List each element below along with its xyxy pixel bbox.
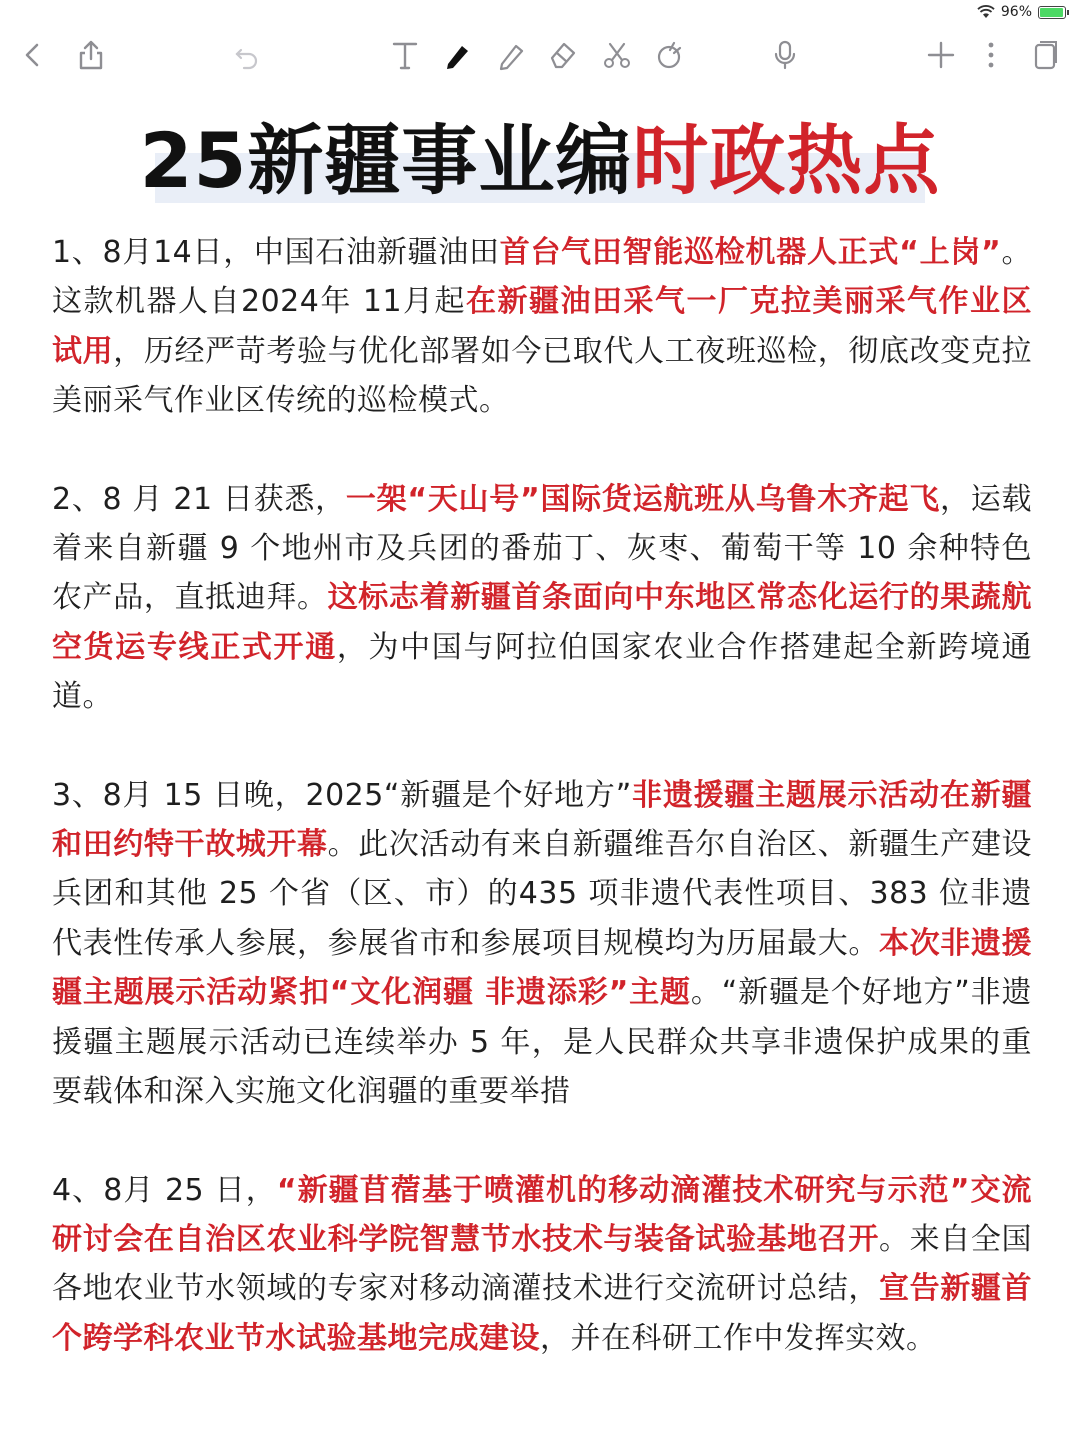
title-main: 25新疆事业编	[139, 116, 633, 205]
text-segment: 2、8 月 21 日获悉，	[52, 481, 346, 517]
pages-button[interactable]	[1022, 32, 1068, 78]
lasso-tool-button[interactable]	[594, 32, 640, 78]
text-segment: ，为中国与阿拉伯国家农业合作搭建起全新跨境通道。	[52, 629, 1033, 715]
text-segment: 1、8月14日，中国石油新疆油田	[52, 235, 500, 270]
share-icon	[74, 38, 108, 72]
highlight-segment: 一架“天山号”国际货运航班从乌鲁木齐起飞	[345, 481, 941, 517]
battery-icon	[1038, 6, 1066, 19]
highlight-segment: 这标志着新疆首条面向中东地区常态化运行的果蔬航空货运专线正式开通	[52, 580, 1033, 665]
undo-button[interactable]	[224, 32, 270, 78]
page-title	[0, 116, 1080, 206]
more-button[interactable]	[968, 32, 1014, 78]
text-segment: 。此次活动有来自新疆维吾尔自治区、新疆生产建设兵团和其他 25 个省（区、市）的435 项非遗代表性项目、383 位非遗代表性传承人参展，参展省市和参展项目规模均为历届最大。	[52, 827, 1033, 961]
pen-tool-button[interactable]	[434, 32, 480, 78]
eraser-tool-button[interactable]	[540, 32, 586, 78]
text-segment: 3、8月 15 日晚，2025“新疆是个好地方”	[52, 777, 632, 813]
shape-tool-button[interactable]	[646, 32, 692, 78]
pen-icon	[440, 38, 474, 72]
pages-icon	[1028, 38, 1062, 72]
text-segment: 4、8月 25 日，	[52, 1172, 277, 1208]
hand-icon	[652, 38, 686, 72]
plus-icon	[924, 38, 958, 72]
text-segment: ，并在科研工作中发挥实效。	[540, 1320, 937, 1356]
text-segment: ，运载着来自新疆 9 个地州市及兵团的番茄丁、灰枣、葡萄干等 10 余种特色农产品，直抵迪拜。	[52, 481, 1033, 616]
highlight-segment: 在新疆油田采气一厂克拉美丽采气作业区试用	[52, 284, 1033, 369]
highlight-segment: 宣告新疆首个跨学科农业节水试验基地完成建设	[52, 1271, 1033, 1356]
scissors-icon	[600, 38, 634, 72]
more-icon	[974, 38, 1008, 72]
add-page-button[interactable]	[918, 32, 964, 78]
highlight-segment: 本次非遗援疆主题展示活动紧扣“文化润疆 非遗添彩”主题	[52, 925, 1033, 1011]
highlighter-icon	[494, 38, 528, 72]
paragraph-3	[52, 771, 1032, 1117]
title-accent: 时政热点	[632, 116, 941, 205]
text-segment: 。来自全国各地农业节水领域的专家对移动滴灌技术进行交流研讨总结，	[52, 1221, 1033, 1307]
battery-percent: 96%	[1000, 4, 1032, 20]
chevron-left-icon	[16, 38, 50, 72]
share-button[interactable]	[68, 32, 114, 78]
text-segment: ，历经严苛考验与优化部署如今已取代人工夜班巡检，彻底改变克拉美丽采气作业区传统的巡检模式。	[52, 333, 1033, 419]
paragraph-4	[52, 1166, 1032, 1364]
back-button[interactable]	[10, 32, 56, 78]
wifi-icon	[977, 5, 995, 19]
text-segment: 。这款机器人自2024年 11月起	[52, 235, 1033, 320]
status-bar	[0, 0, 1080, 26]
microphone-icon	[768, 38, 802, 72]
toolbar	[0, 26, 1080, 88]
microphone-button[interactable]	[762, 32, 808, 78]
highlight-segment: 首台气田智能巡检机器人正式“上岗”	[499, 235, 1002, 270]
eraser-icon	[546, 38, 580, 72]
highlight-segment: “新疆苜蓿基于喷灌机的移动滴灌技术研究与示范”交流研讨会在自治区农业科学院智慧节水技术与装备试验基地召开	[52, 1172, 1033, 1257]
paragraph-2	[52, 475, 1032, 722]
paragraph-1	[52, 228, 1032, 426]
text-icon	[388, 38, 422, 72]
text-segment: 。“新疆是个好地方”非遗援疆主题展示活动已连续举办 5 年，是人民群众共享非遗保护成果的重要载体和深入实施文化润疆的重要举措	[52, 975, 1032, 1110]
highlighter-tool-button[interactable]	[488, 32, 534, 78]
highlight-segment: 非遗援疆主题展示活动在新疆和田约特干故城开幕	[52, 777, 1032, 863]
note-content	[52, 228, 1032, 1412]
undo-icon	[230, 38, 264, 72]
text-tool-button[interactable]	[382, 32, 428, 78]
